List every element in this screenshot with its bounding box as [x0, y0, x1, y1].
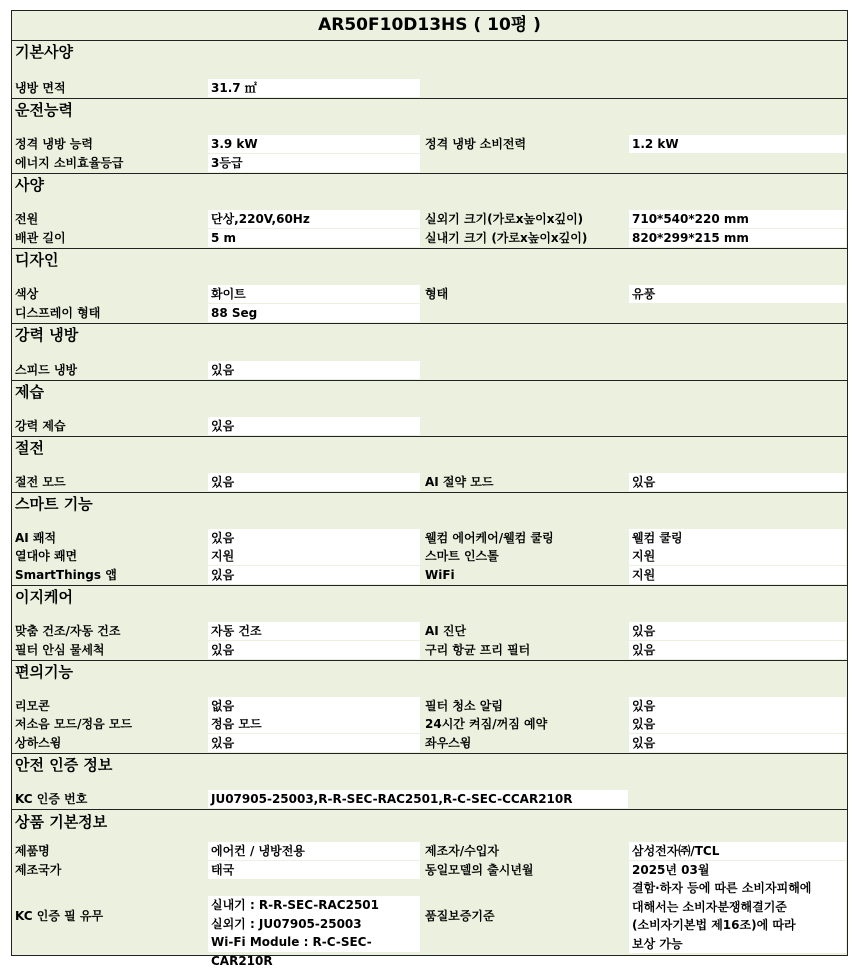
section-saving	[12, 437, 847, 493]
spec-sheet	[11, 10, 848, 968]
spec-row	[12, 861, 847, 880]
section-heading: 상품 기본정보	[15, 813, 108, 831]
section-heading: 제습	[15, 383, 44, 401]
spec-value: 31.7 ㎡	[208, 79, 420, 97]
warranty-line: 대해서는 소비자분쟁해결기준	[632, 899, 787, 914]
section-heading: 기본사양	[15, 43, 73, 61]
section-heading: 스마트 기능	[15, 495, 93, 513]
kc-lines	[208, 896, 420, 968]
section-easycare	[12, 586, 847, 661]
spec-value: 태국	[208, 861, 420, 879]
spec-row	[12, 734, 847, 753]
spec-value: 5 m	[208, 229, 420, 247]
spec-value: 1.2 kW	[629, 135, 846, 153]
spec-value: 유풍	[629, 285, 846, 303]
spec-value: 지원	[629, 547, 846, 565]
spec-value: 있음	[629, 715, 846, 733]
spec-label: 스마트 인스톨	[425, 549, 499, 563]
spec-value: 있음	[208, 734, 420, 752]
spec-row	[12, 641, 847, 660]
spec-value: 자동 건조	[208, 622, 420, 640]
spec-value: 88 Seg	[208, 304, 420, 322]
section-smart	[12, 493, 847, 586]
spec-row	[12, 304, 847, 323]
spec-value: 에어컨 / 냉방전용	[208, 842, 420, 860]
warranty-line: (소비자기본법 제16조)에 따라	[632, 918, 796, 932]
spec-label: 맞춤 건조/자동 건조	[15, 624, 121, 638]
spec-value: 3.9 kW	[208, 135, 420, 153]
spec-value: 있음	[629, 473, 846, 491]
warranty-text	[629, 879, 846, 953]
section-product	[12, 810, 847, 968]
spec-value: 있음	[208, 566, 420, 584]
spec-value: 있음	[208, 529, 420, 547]
spec-label: 스피드 냉방	[15, 362, 78, 377]
spec-value: 단상,220V,60Hz	[208, 210, 420, 228]
spec-value: 있음	[629, 697, 846, 715]
section-performance	[12, 99, 847, 174]
spec-label: 절전 모드	[15, 474, 66, 489]
spec-row	[12, 285, 847, 304]
spec-label: 정격 냉방 능력	[15, 137, 93, 151]
spec-label: 배관 길이	[15, 230, 66, 245]
spec-label: AI 쾌적	[15, 530, 57, 545]
spec-value: 있음	[629, 622, 846, 640]
spec-label: 필터 청소 알림	[425, 698, 503, 713]
model-title: AR50F10D13HS ( 10평 )	[12, 11, 847, 41]
spec-value: 820*299*215 mm	[629, 229, 846, 247]
spec-row	[12, 417, 847, 436]
spec-label: 냉방 면적	[15, 80, 66, 95]
spec-label: 강력 제습	[15, 418, 66, 433]
spec-label: 색상	[15, 287, 39, 301]
spec-label: 정격 냉방 소비전력	[425, 137, 527, 151]
spec-value: 정음 모드	[208, 715, 420, 733]
spec-row	[12, 79, 847, 98]
spec-label: 24시간 켜짐/꺼짐 예약	[425, 717, 548, 731]
spec-label: 형태	[425, 287, 449, 301]
spec-row	[12, 135, 847, 154]
spec-row-kc	[12, 879, 847, 968]
spec-value: 있음	[208, 361, 420, 379]
spec-label: 제품명	[15, 844, 50, 858]
warranty-line: 결함·하자 등에 따른 소비자피해에	[632, 881, 812, 895]
spec-value: 지원	[208, 547, 420, 565]
spec-label: 동일모델의 출시년월	[425, 862, 534, 877]
spec-row	[12, 210, 847, 229]
spec-label: 디스프레이 형태	[15, 305, 101, 320]
spec-label: 실내기 크기 (가로x높이x깊이)	[425, 230, 588, 245]
spec-value: 710*540*220 mm	[629, 210, 846, 228]
spec-row	[12, 622, 847, 641]
spec-label: 좌우스윙	[425, 735, 472, 750]
warranty-line: 보상 가능	[632, 936, 683, 951]
spec-label: 실외기 크기(가로x높이x깊이)	[425, 212, 584, 226]
spec-row	[12, 529, 847, 548]
spec-value: 있음	[208, 641, 420, 659]
spec-value: 3등급	[208, 154, 420, 172]
spec-label: 품질보증기준	[425, 909, 495, 923]
section-heading: 절전	[15, 439, 44, 457]
spec-label: 상하스윙	[15, 735, 62, 750]
spec-label: WiFi	[425, 567, 455, 582]
spec-label: 구리 항균 프리 필터	[425, 642, 531, 657]
spec-label: 전원	[15, 212, 39, 226]
spec-label: 제조국가	[15, 862, 62, 877]
spec-row	[12, 547, 847, 566]
spec-row	[12, 697, 847, 716]
spec-value: 있음	[629, 734, 846, 752]
section-heading: 편의기능	[15, 663, 73, 681]
section-heading: 운전능력	[15, 101, 73, 119]
kc-line-outdoor: 실외기 : JU07905-25003	[211, 916, 362, 931]
kc-number-value: JU07905-25003,R-R-SEC-RAC2501,R-C-SEC-CCAR210R	[208, 790, 628, 808]
section-heading: 강력 냉방	[15, 326, 79, 344]
spec-value: 있음	[208, 417, 420, 435]
spec-row	[12, 715, 847, 734]
spec-value: 없음	[208, 697, 420, 715]
spec-row	[12, 361, 847, 380]
spec-value: 삼성전자㈜/TCL	[629, 842, 846, 860]
section-heading: 이지케어	[15, 588, 73, 606]
spec-label: 필터 안심 물세척	[15, 642, 105, 657]
spec-label: 열대야 쾌면	[15, 549, 78, 563]
spec-value: 2025년 03월	[629, 861, 846, 879]
spec-label: 제조자/수입자	[425, 844, 499, 858]
spec-label: KC 인증 번호	[15, 791, 88, 806]
spec-value: 웰컴 쿨링	[629, 529, 846, 547]
spec-label: KC 인증 필 유무	[15, 909, 104, 923]
spec-label: 리모콘	[15, 698, 50, 713]
spec-row	[12, 229, 847, 248]
section-basic	[12, 41, 847, 99]
spec-row	[12, 790, 847, 809]
spec-label: 에너지 소비효율등급	[15, 155, 124, 170]
section-dehumid	[12, 381, 847, 437]
section-heading: 사양	[15, 176, 44, 194]
section-spec	[12, 174, 847, 249]
spec-row	[12, 842, 847, 861]
spec-label: 저소음 모드/정음 모드	[15, 717, 133, 731]
spec-value: 화이트	[208, 285, 420, 303]
spec-label: SmartThings 앱	[15, 567, 117, 582]
spec-value: 있음	[629, 641, 846, 659]
kc-line-indoor: 실내기 : R-R-SEC-RAC2501	[211, 898, 380, 912]
spec-row	[12, 473, 847, 492]
section-heading: 디자인	[15, 251, 59, 269]
section-convenience	[12, 661, 847, 754]
section-safety	[12, 754, 847, 810]
spec-value: 지원	[629, 566, 846, 584]
spec-row	[12, 154, 847, 173]
spec-row	[12, 566, 847, 585]
kc-line-wifi: Wi-Fi Module : R-C-SEC-CAR210R	[211, 935, 372, 968]
section-power-cooling	[12, 324, 847, 381]
section-heading: 안전 인증 정보	[15, 756, 113, 774]
spec-label: AI 절약 모드	[425, 474, 494, 489]
spec-label: AI 진단	[425, 624, 467, 638]
spec-value: 있음	[208, 473, 420, 491]
section-design	[12, 249, 847, 324]
spec-label: 웰컴 에어케어/웰컴 쿨링	[425, 530, 554, 545]
